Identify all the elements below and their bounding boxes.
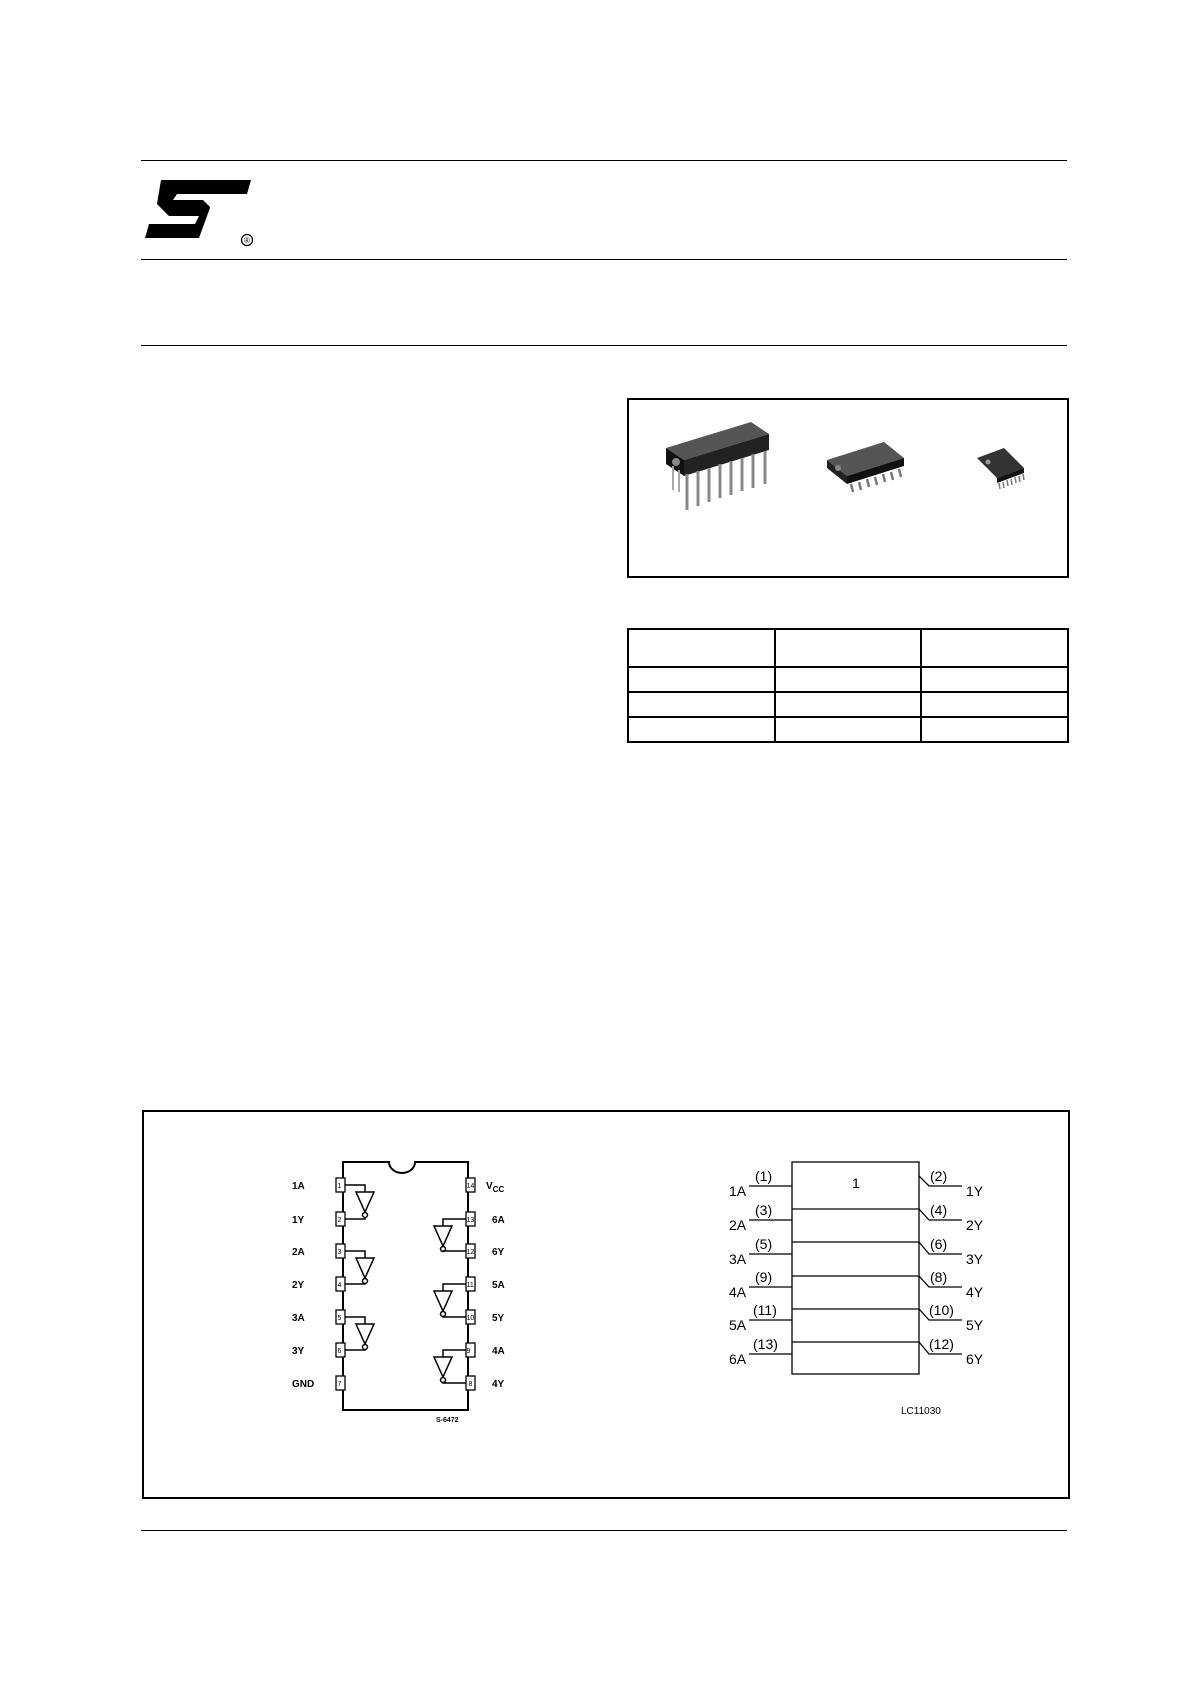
pin-number: 5 bbox=[337, 1315, 342, 1322]
table-cell bbox=[628, 667, 775, 692]
pin-label: 2Y bbox=[292, 1280, 305, 1291]
pin-label: 5A bbox=[492, 1280, 505, 1291]
input-label: 2A bbox=[729, 1217, 747, 1233]
output-label: 6Y bbox=[966, 1351, 984, 1367]
input-label: 4A bbox=[729, 1284, 747, 1300]
pin-number: 1 bbox=[337, 1183, 342, 1190]
iec-logic-symbol bbox=[729, 1162, 984, 1417]
pin-number: 4 bbox=[337, 1282, 342, 1289]
pin-label: GND bbox=[292, 1379, 315, 1390]
pin-label: 1Y bbox=[292, 1215, 305, 1226]
table-row bbox=[628, 717, 1068, 742]
input-label: 3A bbox=[729, 1251, 747, 1267]
table-cell bbox=[921, 717, 1068, 742]
pin-number: 12 bbox=[466, 1249, 475, 1256]
table-cell bbox=[775, 717, 922, 742]
input-pin-number: (13) bbox=[753, 1336, 778, 1352]
diagram-code: S-6472 bbox=[436, 1417, 459, 1424]
output-label: 1Y bbox=[966, 1183, 984, 1199]
input-label: 1A bbox=[729, 1183, 747, 1199]
pin-label: 3A bbox=[292, 1313, 305, 1324]
registered-mark: ® bbox=[244, 236, 250, 245]
output-pin-number: (2) bbox=[930, 1168, 948, 1184]
table-row bbox=[628, 667, 1068, 692]
output-label: 3Y bbox=[966, 1251, 984, 1267]
table-row bbox=[628, 629, 1068, 667]
pin-label: 6Y bbox=[492, 1247, 505, 1258]
order-codes-table bbox=[627, 628, 1069, 743]
input-pin-number: (5) bbox=[755, 1236, 773, 1252]
pin-number: 6 bbox=[337, 1348, 342, 1355]
pin-number: 7 bbox=[337, 1381, 342, 1388]
diagram-code: LC11030 bbox=[901, 1406, 941, 1417]
pin-label: 6A bbox=[492, 1215, 505, 1226]
gate-symbol: 1 bbox=[852, 1175, 860, 1191]
input-label: 6A bbox=[729, 1351, 747, 1367]
output-pin-number: (10) bbox=[929, 1302, 954, 1318]
pin-connection-diagram bbox=[292, 1162, 505, 1424]
pin-number: 3 bbox=[337, 1249, 342, 1256]
pin-connection-box bbox=[142, 1110, 1070, 1499]
pin-label: 4A bbox=[492, 1346, 505, 1357]
pin-number: 9 bbox=[466, 1348, 471, 1355]
output-label: 4Y bbox=[966, 1284, 984, 1300]
pin-number: 14 bbox=[466, 1183, 475, 1190]
input-pin-number: (3) bbox=[755, 1202, 773, 1218]
input-pin-number: (9) bbox=[755, 1269, 773, 1285]
output-pin-number: (4) bbox=[930, 1202, 948, 1218]
vcc-subscript: CC bbox=[492, 1185, 505, 1194]
pin-number: 10 bbox=[466, 1315, 475, 1322]
vcc-label: V bbox=[486, 1181, 493, 1192]
output-pin-number: (8) bbox=[930, 1269, 948, 1285]
table-cell bbox=[775, 667, 922, 692]
table-cell bbox=[921, 692, 1068, 717]
table-cell bbox=[921, 629, 1068, 667]
sop-14-package-icon bbox=[827, 442, 904, 492]
pin-label bbox=[486, 1181, 504, 1194]
table-cell bbox=[628, 629, 775, 667]
pin-label: 4Y bbox=[492, 1379, 505, 1390]
output-label: 5Y bbox=[966, 1317, 984, 1333]
pin-number: 13 bbox=[466, 1217, 475, 1224]
st-logo bbox=[143, 176, 258, 253]
pin-number: 2 bbox=[337, 1217, 342, 1224]
table-cell bbox=[921, 667, 1068, 692]
input-pin-number: (11) bbox=[753, 1302, 777, 1318]
output-label: 2Y bbox=[966, 1217, 984, 1233]
output-pin-number: (6) bbox=[930, 1236, 948, 1252]
pin-number: 11 bbox=[466, 1282, 474, 1289]
dip-14-package-icon bbox=[666, 422, 769, 510]
pin-label: 3Y bbox=[292, 1346, 305, 1357]
tssop-14-package-icon bbox=[977, 448, 1024, 489]
footer-rule bbox=[141, 1530, 1067, 1531]
pin-label: 2A bbox=[292, 1247, 305, 1258]
table-cell bbox=[775, 692, 922, 717]
table-row bbox=[628, 692, 1068, 717]
table-cell bbox=[628, 717, 775, 742]
table-cell bbox=[775, 629, 922, 667]
title-rule bbox=[141, 345, 1067, 346]
table-cell bbox=[628, 692, 775, 717]
input-label: 5A bbox=[729, 1317, 747, 1333]
pin-label: 5Y bbox=[492, 1313, 505, 1324]
output-pin-number: (12) bbox=[929, 1336, 954, 1352]
pin-number: 8 bbox=[468, 1381, 473, 1388]
input-pin-number: (1) bbox=[755, 1168, 773, 1184]
header-rule bbox=[141, 259, 1067, 260]
pin-label: 1A bbox=[292, 1181, 305, 1192]
package-images-box bbox=[627, 398, 1069, 578]
top-rule bbox=[141, 160, 1067, 161]
